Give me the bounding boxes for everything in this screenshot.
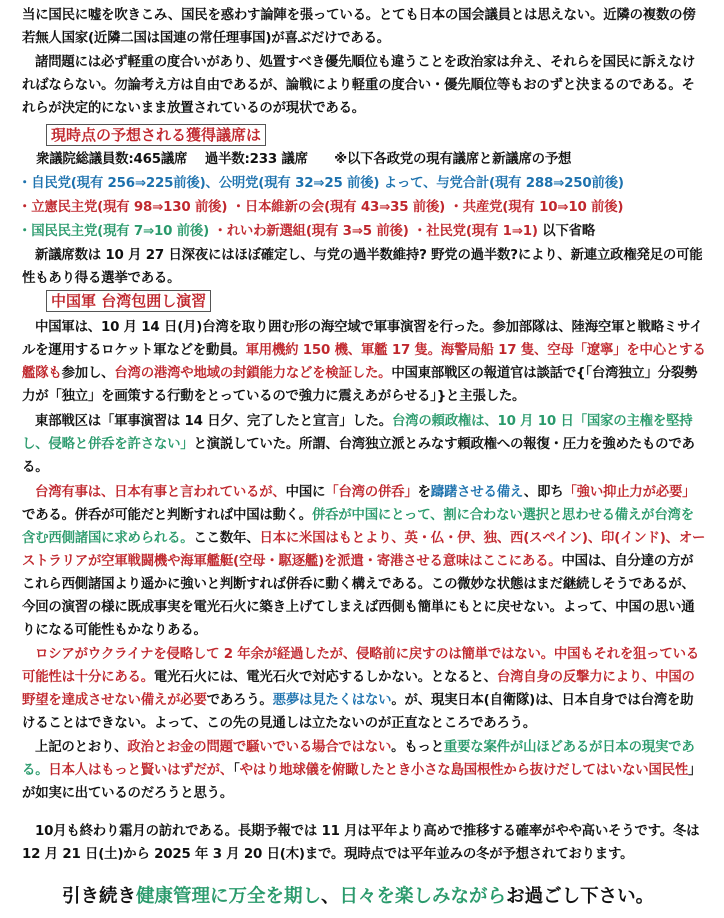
seat-line-minor xyxy=(18,220,702,243)
paragraph-issues: 諸問題には必ず軽重の度合いがあり、処置すべき優先順位も違うことを政治家は弁え、それらを国民に訴えなければならない。勿論考え方は自由であるが、論戦により軽重の度合い・優先順位等もおのずと決まるのである。それらが決定的にないまま放置されているのが現状である。 xyxy=(22,55,696,116)
seat-total-line: 衆議院総議員数:465議席 過半数:233 議席 ※以下各政党の現有議席と新議席の予想 xyxy=(36,152,572,167)
heading-seat-forecast xyxy=(46,124,266,146)
paragraph-autumn: 10月も終わり霜月の訪れである。長期予報では 11 月は平年より高めで推移する確率がやや高いそうです。冬は 12 月 21 日(土)から 2025 年 3 月 20 日(木)まで。現時点では平年並みの冬が予想されております。 xyxy=(22,824,700,862)
closing-text-4: 日々を楽しみながら xyxy=(339,886,507,907)
russia-text-3: 台湾自身の反撃力により、中国の野望を達成させない備えが必要 xyxy=(22,670,695,708)
seat-note: 新議席数は 10 月 27 日深夜にはほぼ確定し、与党の過半数維持? 野党の過半数?により、新連立政権発足の可能性もあり得る選挙である。 xyxy=(22,248,703,286)
seat-line-opposition xyxy=(18,196,702,219)
concl-text-6: 「 xyxy=(233,763,240,778)
taiwan-text-6: 、即ち xyxy=(523,485,564,500)
closing-text-1: 引き続き xyxy=(62,886,137,907)
paragraph-china-drill xyxy=(22,316,706,408)
china-text-3: 参加し、 xyxy=(61,366,115,381)
seat-line-ruling: ・自民党(現有 256⇒225前後)、公明党(現有 32⇒25 前後) よって、与党合計(現有 288⇒250前後) xyxy=(18,176,624,191)
russia-text-1: ロシアがウクライナを侵略して 2 年余が経過したが、侵略前に戻すのは簡単ではない。中国もそれを狙っている可能性は十分にある。 xyxy=(22,647,699,685)
taiwan-text-12: 中国は、自分達の方がこれら西側諸国より遥かに強いと判断すれば併呑に動く構えである。この微妙な状態はまだ継続しそうであるが、今回の演習の様に既成事実を電光石火に築き上げてしまえば西側も簡単にもとに戻せない。よって、中国の思い通りになる可能性もかなりある。 xyxy=(22,554,695,638)
concl-text-3: 。もっと xyxy=(391,740,444,755)
taiwan-text-9: 併呑が中国にとって、割に合わない選択と思わせる備えが台湾を含む西側諸国に求められる。 xyxy=(22,508,694,546)
closing-text-2: 健康管理に万全を期し xyxy=(136,886,322,907)
east-text-3: と演説していた。所謂、台湾独立派とみなす頼政権への報復・圧力を強めたものである。 xyxy=(22,437,695,475)
east-text-2: 台湾の頼政権は、10 月 10 日「国家の主権を堅持し、侵略と併呑を許さない」 xyxy=(22,414,693,452)
concl-text-8: 」 xyxy=(688,763,702,778)
heading-china-drill-label: 中国軍 台湾包囲し演習 xyxy=(46,290,211,312)
china-text-4: 台湾の港湾や地域の封鎖能力などを検証した。 xyxy=(114,366,392,381)
east-text-1: 東部戦区は「軍事演習は 14 日夕、完了したと宣言」した。 xyxy=(35,414,392,429)
paragraph-taiwan-contingency xyxy=(22,481,706,642)
taiwan-text-4: を xyxy=(417,485,431,500)
paragraph-intro: 当に国民に嘘を吹きこみ、国民を惑わす論陣を張っている。とても日本の国会議員とは思えない。近隣の複数の傍若無人国家(近隣二国は国連の常任理事国)が喜ぶだけである。 xyxy=(22,8,696,46)
concl-text-1: 上記のとおり、 xyxy=(35,740,128,755)
closing-text-3: 、 xyxy=(321,886,340,907)
taiwan-text-10: ここ数年、 xyxy=(193,531,260,546)
taiwan-text-8: である。併呑が可能だと判断すれば中国は動く。 xyxy=(22,508,312,523)
taiwan-text-1: 台湾有事は、日本有事と言われているが、 xyxy=(35,485,286,500)
taiwan-text-2: 中国に xyxy=(285,485,326,500)
heading-china-drill xyxy=(46,290,211,312)
concl-text-2: 政治とお金の問題で騒いでいる場合ではない xyxy=(127,740,392,755)
seat-dpp: ・国民民主党(現有 7⇒10 前後) xyxy=(18,224,210,239)
closing-text-5: お過ごし下さい。 xyxy=(506,886,655,907)
seat-line-opposition-text: ・立憲民主党(現有 98⇒130 前後) ・日本維新の会(現有 43⇒35 前後) ・共産党(現有 10⇒10 前後) xyxy=(18,200,624,215)
russia-text-6: 。が、現実日本(自衛隊)は、日本自身では台湾を助けることはできない。よって、この先の見通しは立たないのが正直なところであろう。 xyxy=(22,693,694,731)
china-text-5: 中国東部戦区の報道官は談話で{「台湾独立」分裂勢力が「独立」を画策する行動をとっているので強力に震えあがらせる」}と主張した。 xyxy=(22,366,698,404)
seat-sdp: ・社民党(現有 1⇒1) xyxy=(408,224,538,239)
concl-text-5: 日本人はもっと賢いはずだが、 xyxy=(48,763,234,778)
concl-text-9: が如実に出ているのだろうと思う。 xyxy=(22,786,234,801)
heading-seat-forecast-label: 現時点の予想される獲得議席は xyxy=(46,124,266,146)
seat-omitted: 以下省略 xyxy=(537,224,596,239)
taiwan-text-11: 日本に米国はもとより、英・仏・伊、独、西(スペイン)、印(インド)、オーストラリアが空軍戦闘機や海軍艦艇(空母・駆逐艦)を派遣・寄港させる意味はここにある。 xyxy=(22,531,706,569)
russia-text-5: 悪夢は見たくはない xyxy=(272,693,392,708)
russia-text-4: であろう。 xyxy=(206,693,273,708)
taiwan-text-5: 躊躇させる備え xyxy=(430,485,524,500)
china-text-1: 中国軍は、10 月 14 日(月)台湾を取り囲む形の海空域で軍事演習を行った。参加部隊は、陸海空軍と戦略ミサイルを運用するロケット軍などを動員。 xyxy=(22,320,703,358)
taiwan-text-7: 「強い抑止力が必要」 xyxy=(563,485,696,500)
paragraph-russia xyxy=(22,643,706,735)
seat-reiwa: ・れいわ新選組(現有 3⇒5 前後) xyxy=(209,224,409,239)
taiwan-text-3: 「台湾の併呑」 xyxy=(325,485,418,500)
closing-message xyxy=(62,882,654,908)
russia-text-2: 電光石火には、電光石火で対応するしかない。となると、 xyxy=(153,670,497,685)
paragraph-conclusion xyxy=(22,736,706,805)
concl-text-4: 重要な案件が山ほどあるが日本の現実である。 xyxy=(22,740,695,778)
paragraph-east-command xyxy=(22,410,706,479)
concl-text-7: やはり地球儀を俯瞰したとき小さな島国根性から抜けだしてはいない国民性 xyxy=(239,763,689,778)
china-text-2: 軍用機約 150 機、軍艦 17 隻。海警局船 17 隻、空母「遼寧」を中心とする艦隊も xyxy=(22,343,706,381)
